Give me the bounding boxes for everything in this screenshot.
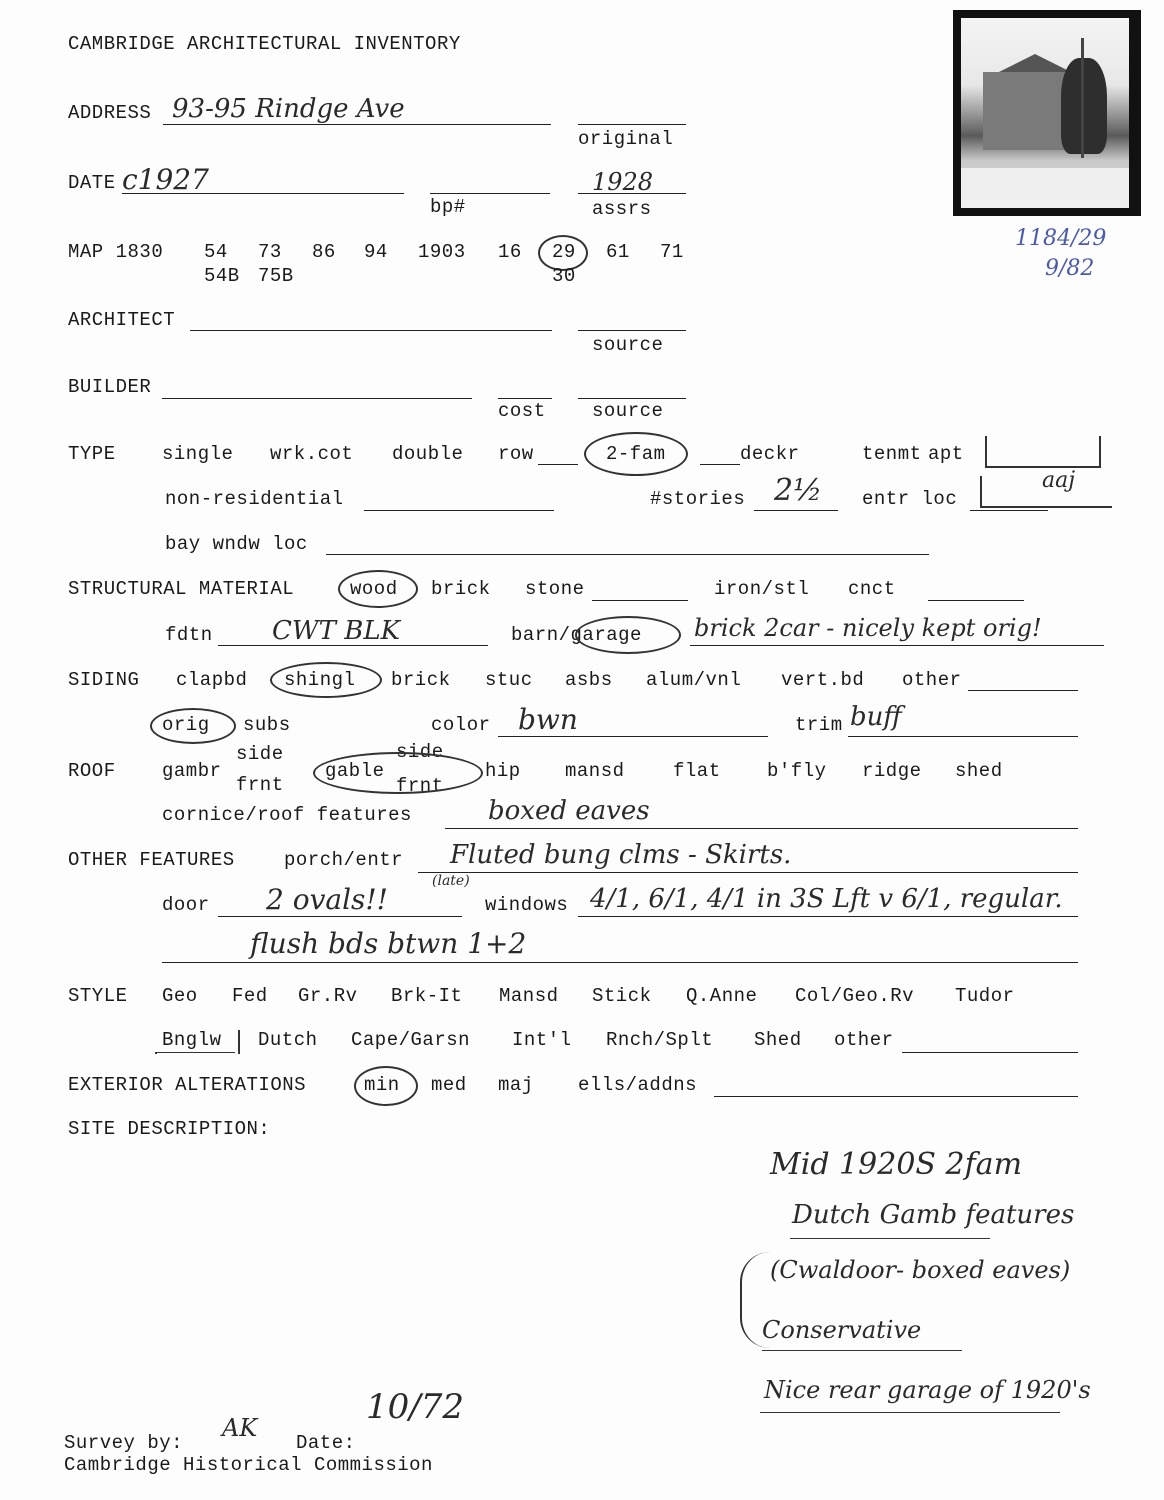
- alterations-label: EXTERIOR ALTERATIONS: [68, 1074, 307, 1096]
- margin-note-line1: 1184/29: [1015, 226, 1107, 251]
- address-label: ADDRESS: [68, 102, 152, 124]
- map-86: 86: [312, 241, 336, 263]
- map-1903: 1903: [418, 241, 466, 263]
- survey-date-value: 10/72: [366, 1387, 464, 1427]
- bnglw-mark: [155, 1018, 157, 1054]
- door-value: 2 ovals!!: [266, 883, 388, 916]
- garage-circle: [575, 616, 681, 654]
- windows-label: windows: [485, 894, 569, 916]
- original-label: original: [578, 128, 674, 150]
- map-94: 94: [364, 241, 388, 263]
- map-73: 73: [258, 241, 282, 263]
- margin-note-line2: 9/82: [1045, 256, 1095, 281]
- roof-gable-frnt: frnt: [396, 775, 444, 797]
- siding-orig: orig: [162, 714, 210, 736]
- alteration-maj: maj: [498, 1074, 534, 1096]
- style-dutch: Dutch: [258, 1029, 318, 1051]
- map-54: 54: [204, 241, 228, 263]
- type-deckr: deckr: [740, 443, 800, 465]
- alteration-min: min: [364, 1074, 400, 1096]
- style-geo: Geo: [162, 985, 198, 1007]
- fdtn-value: CWT BLK: [272, 616, 401, 646]
- type-wrkcot: wrk.cot: [270, 443, 354, 465]
- roof-gambr-side: side: [236, 743, 284, 765]
- note-line-5: Nice rear garage of 1920's: [764, 1376, 1091, 1404]
- style-tudor: Tudor: [955, 985, 1015, 1007]
- cornice-label: cornice/roof features: [162, 804, 412, 826]
- date-value: c1927: [122, 163, 209, 196]
- style-rnchsplt: Rnch/Splt: [606, 1029, 714, 1051]
- roof-gambr: gambr: [162, 760, 222, 782]
- type-row: row: [498, 443, 534, 465]
- cornice-value: boxed eaves: [488, 796, 650, 826]
- trim-label: trim: [795, 714, 843, 736]
- siding-shingl: shingl: [284, 669, 356, 691]
- siding-subs: subs: [243, 714, 291, 736]
- structural-wood: wood: [350, 578, 398, 600]
- footer-commission: Cambridge Historical Commission: [64, 1454, 433, 1476]
- map-75b: 75B: [258, 265, 294, 287]
- type-tenmt: tenmt: [862, 443, 922, 465]
- style-capegarsn: Cape/Garsn: [351, 1029, 471, 1051]
- structural-brick: brick: [431, 578, 491, 600]
- siding-orig-circle: [150, 708, 236, 744]
- color-value: bwn: [518, 703, 578, 736]
- style-bnglw: Bnglw: [162, 1029, 222, 1051]
- structural-label: STRUCTURAL MATERIAL: [68, 578, 295, 600]
- alteration-ells: ells/addns: [578, 1074, 698, 1096]
- color-label: color: [431, 714, 491, 736]
- stories-label: #stories: [650, 488, 746, 510]
- site-description-label: SITE DESCRIPTION:: [68, 1118, 271, 1140]
- style-qanne: Q.Anne: [686, 985, 758, 1007]
- stories-value: 2½: [774, 473, 823, 508]
- builder-cost-label: cost: [498, 400, 546, 422]
- siding-label: SIDING: [68, 669, 140, 691]
- alteration-med: med: [431, 1074, 467, 1096]
- entr-bracket-mark: [980, 476, 1112, 508]
- siding-other: other: [902, 669, 962, 691]
- style-shed: Shed: [754, 1029, 802, 1051]
- map-label: MAP 1830: [68, 241, 164, 263]
- map-54b: 54B: [204, 265, 240, 287]
- style-colgeorv: Col/Geo.Rv: [795, 985, 915, 1007]
- structural-wood-circle: [338, 570, 418, 608]
- map-16: 16: [498, 241, 522, 263]
- roof-flat: flat: [673, 760, 721, 782]
- architect-source-label: source: [592, 334, 664, 356]
- type-bracket-mark: [985, 436, 1101, 468]
- type-label: TYPE: [68, 443, 116, 465]
- roof-bfly: b'fly: [767, 760, 827, 782]
- style-fed: Fed: [232, 985, 268, 1007]
- siding-vertbd: vert.bd: [781, 669, 865, 691]
- address-value: 93-95 Rindge Ave: [172, 94, 405, 124]
- note-line-1: Mid 1920S 2fam: [770, 1147, 1023, 1182]
- type-2fam: 2-fam: [606, 443, 666, 465]
- survey-date-label: Date:: [296, 1432, 356, 1454]
- roof-hip: hip: [485, 760, 521, 782]
- house-photo: [953, 10, 1141, 216]
- siding-asbs: asbs: [565, 669, 613, 691]
- roof-mansd: mansd: [565, 760, 625, 782]
- style-other: other: [834, 1029, 894, 1051]
- roof-gable-circle: [313, 752, 483, 797]
- entr-loc-note: aaj: [1042, 468, 1076, 493]
- siding-stuc: stuc: [485, 669, 533, 691]
- type-double: double: [392, 443, 464, 465]
- door-label: door: [162, 894, 210, 916]
- roof-shed: shed: [955, 760, 1003, 782]
- map-30: 30: [552, 265, 576, 287]
- siding-clapbd: clapbd: [176, 669, 248, 691]
- door-note: (late): [432, 873, 470, 889]
- assrs-label: assrs: [592, 198, 652, 220]
- bay-wndw-label: bay wndw loc: [165, 533, 308, 555]
- builder-source-label: source: [592, 400, 664, 422]
- siding-shingl-circle: [270, 662, 382, 698]
- entr-loc-label: entr loc: [862, 488, 958, 510]
- builder-label: BUILDER: [68, 376, 152, 398]
- barn-garage-value: brick 2car - nicely kept orig!: [694, 614, 1042, 642]
- structural-stone: stone: [525, 578, 585, 600]
- note-line-3: (Cwaldoor- boxed eaves): [770, 1256, 1071, 1284]
- note-line-4: Conservative: [762, 1316, 922, 1344]
- form-title: CAMBRIDGE ARCHITECTURAL INVENTORY: [68, 33, 461, 55]
- type-single: single: [162, 443, 234, 465]
- flush-boards-value: flush bds btwn 1+2: [250, 927, 527, 960]
- roof-label: ROOF: [68, 760, 116, 782]
- barn-garage-label: barn/garage: [511, 624, 642, 646]
- windows-value: 4/1, 6/1, 4/1 in 3S Lft v 6/1, regular.: [590, 884, 1063, 914]
- other-features-label: OTHER FEATURES: [68, 849, 235, 871]
- porch-label: porch/entr: [284, 849, 404, 871]
- siding-brick: brick: [391, 669, 451, 691]
- roof-ridge: ridge: [862, 760, 922, 782]
- style-mansd: Mansd: [499, 985, 559, 1007]
- structural-ironstl: iron/stl: [714, 578, 810, 600]
- map-29: 29: [552, 241, 576, 263]
- survey-by-value: AK: [222, 1414, 258, 1442]
- assrs-value: 1928: [592, 168, 654, 196]
- non-residential-label: non-residential: [165, 488, 344, 510]
- map-61: 61: [606, 241, 630, 263]
- note-line-2: Dutch Gamb features: [792, 1200, 1075, 1230]
- survey-by-label: Survey by:: [64, 1432, 184, 1454]
- porch-value: Fluted bung clms - Skirts.: [450, 840, 792, 870]
- house-photo-image: [961, 18, 1129, 208]
- trim-value: buff: [850, 702, 902, 732]
- type-apt: apt: [928, 443, 964, 465]
- style-intl: Int'l: [512, 1029, 572, 1051]
- architect-label: ARCHITECT: [68, 309, 176, 331]
- map-71: 71: [660, 241, 684, 263]
- structural-cnct: cnct: [848, 578, 896, 600]
- style-label: STYLE: [68, 985, 128, 1007]
- alteration-min-circle: [354, 1066, 418, 1106]
- style-brkit: Brk-It: [391, 985, 463, 1007]
- bp-label: bp#: [430, 196, 466, 218]
- fdtn-label: fdtn: [165, 624, 213, 646]
- style-grrv: Gr.Rv: [298, 985, 358, 1007]
- roof-gable-side: side: [396, 741, 444, 763]
- roof-gambr-frnt: frnt: [236, 774, 284, 796]
- type-2fam-circle: [584, 432, 688, 476]
- style-stick: Stick: [592, 985, 652, 1007]
- date-label: DATE: [68, 172, 116, 194]
- roof-gable: gable: [325, 760, 385, 782]
- siding-alumvnl: alum/vnl: [646, 669, 742, 691]
